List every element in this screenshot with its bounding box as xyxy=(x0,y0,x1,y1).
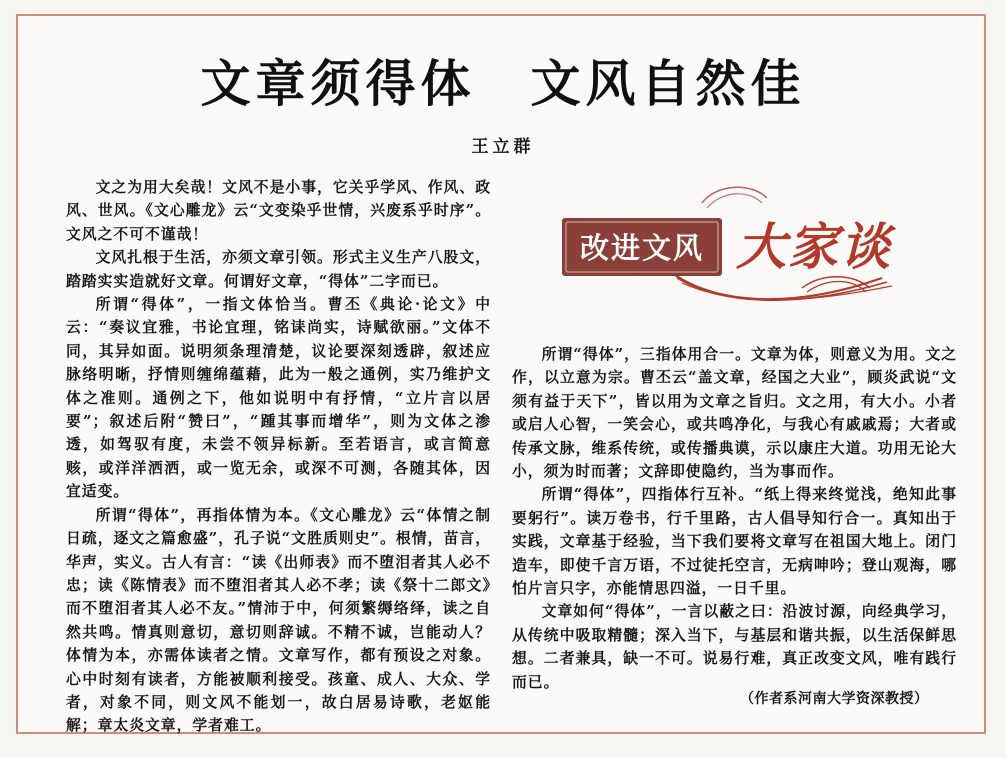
logo-text-part2: 大家谈 xyxy=(736,217,892,276)
article-title: 文章须得体 文风自然佳 xyxy=(200,55,806,113)
paragraph-7: 文章如何“得体”，一言以蔽之曰：沿波讨源，向经典学习，从传统中吸取精髓；深入当下，与基层和谐共振，以生活保鲜思想。二者兼具，缺一不可。说易行难，真正改变文风，唯有践行而已。 xyxy=(512,603,957,691)
logo-text-part1: 改进文风 xyxy=(579,231,705,265)
author-credit: （作者系河南大学资深教授） xyxy=(740,691,929,707)
paragraph-1: 文之为用大矣哉！文风不是小事，它关乎学风、作风、政风、世风。《文心雕龙》云“文变染乎世情，兴废系乎时序”。文风之不可不谨哉！ xyxy=(66,179,491,243)
paragraph-4: 所谓“得体”，再指体情为本。《文心雕龙》云“体情之制日疏，逐文之篇愈盛”，孔子说“文胜质则史”。根情，苗言，华声，实义。古人有言：“读《出师表》而不堕泪者其人必不忠；读《陈情表》而不堕泪者其人必不孝；读《祭十二郎文》而不堕泪者其人必不友。”情沛于中，何须繁缛络绎，读之自然共鸣。情真则意切，意切则辞诚。不精不诚，岂能动人？体情为本，亦需体读者之情。文章写作，都有预设之对象。心中时刻有读者，方能被顺利接受。孩童、成人、大众、学者，对象不同，则文风不能划一，故白居易诗歌，老妪能解；章太炎文章，学者难工。 xyxy=(66,506,491,735)
column-logo xyxy=(552,178,920,310)
paragraph-5: 所谓“得体”，三指体用合一。文章为体，则意义为用。文之作，以立意为宗。曹丕云“盖文章，经国之大业”，顾炎武说“文须有益于天下”，皆以用为文章之旨归。文之用，有大小。小者或启人心智，一笑会心，或共鸣净化，与我心有戚戚焉；大者或传承文脉，维系传统，或传播典谟，示以康庄大道。功用无论大小，须为时而著；文辞即使隐约，当为事而作。 xyxy=(512,346,957,481)
paragraph-6: 所谓“得体”，四指体行互补。“纸上得来终觉浅，绝知此事要躬行”。读万卷书，行千里路，古人倡导知行合一。真知出于实践，文章基于经验，当下我们要将文章写在祖国大地上。闭门造车，即使千言万语，不过徒托空言，无病呻吟；登山观海，哪怕片言只字，亦能情思四溢，一日千里。 xyxy=(512,486,957,598)
paragraph-3: 所谓“得体”，一指文体恰当。曹丕《典论·论文》中云：“奏议宜雅，书论宜理，铭诔尚实，诗赋欲丽。”文体不同，其异如面。说明须条理清楚，议论要深刻透辟，叙述应脉络明晰，抒情则缠绵蕴藉，此为一般之通例，实乃维护文体之准则。通例之下，他如说明中有抒情，“立片言以居要”；叙述后附“赞曰”，“踵其事而增华”，则为文体之渗透，如驾驭有度，未尝不领异标新。至若语言，或言简意赅，或洋洋洒洒，或一览无余，或深不可测，各随其体，因宜适变。 xyxy=(66,296,491,501)
article-author: 王立群 xyxy=(471,137,535,157)
right-column xyxy=(512,343,957,694)
left-column xyxy=(66,176,491,738)
paragraph-2: 文风扎根于生活，亦须文章引领。形式主义生产八股文，踏踏实实造就好文章。何谓好文章，“得体”二字而已。 xyxy=(66,249,491,290)
